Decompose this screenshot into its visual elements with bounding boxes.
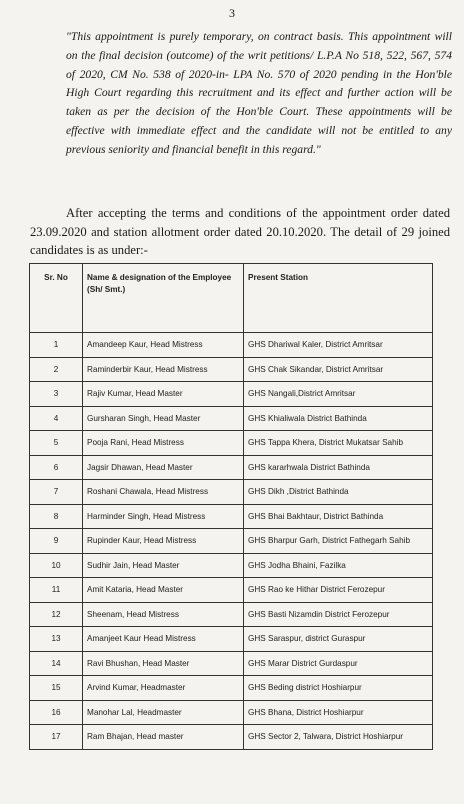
cell-present-station: GHS Khialiwala District Bathinda <box>244 406 433 431</box>
table-header-row <box>30 264 433 333</box>
table-row <box>30 651 433 676</box>
cell-name-designation: Sheenam, Head Mistress <box>83 602 244 627</box>
cell-sr-no: 15 <box>30 676 83 701</box>
header-name-designation: Name & designation of the Employee (Sh/ Smt.) <box>83 264 244 333</box>
table-row <box>30 455 433 480</box>
cell-sr-no: 7 <box>30 480 83 505</box>
header-present-station: Present Station <box>244 264 433 333</box>
cell-sr-no: 6 <box>30 455 83 480</box>
cell-sr-no: 14 <box>30 651 83 676</box>
cell-present-station: GHS Marar District Gurdaspur <box>244 651 433 676</box>
table-row <box>30 406 433 431</box>
cell-present-station: GHS Bhai Bakhtaur, District Bathinda <box>244 504 433 529</box>
cell-name-designation: Jagsir Dhawan, Head Master <box>83 455 244 480</box>
table-row <box>30 480 433 505</box>
cell-present-station: GHS Basti Nizamdin District Ferozepur <box>244 602 433 627</box>
page-number: 3 <box>229 6 235 20</box>
cell-present-station: GHS Bharpur Garh, District Fathegarh Sahib <box>244 529 433 554</box>
table-row <box>30 504 433 529</box>
cell-sr-no: 13 <box>30 627 83 652</box>
cell-name-designation: Manohar Lal, Headmaster <box>83 700 244 725</box>
cell-sr-no: 3 <box>30 382 83 407</box>
table-body <box>30 333 433 750</box>
cell-present-station: GHS Rao ke Hithar District Ferozepur <box>244 578 433 603</box>
appointment-conditions-quote <box>66 28 452 160</box>
table-row <box>30 676 433 701</box>
cell-name-designation: Gursharan Singh, Head Master <box>83 406 244 431</box>
table-row <box>30 725 433 750</box>
cell-name-designation: Amit Kataria, Head Master <box>83 578 244 603</box>
table-row <box>30 357 433 382</box>
cell-sr-no: 11 <box>30 578 83 603</box>
cell-present-station: GHS Chak Sikandar, District Amritsar <box>244 357 433 382</box>
table-row <box>30 700 433 725</box>
cell-sr-no: 1 <box>30 333 83 358</box>
table-row <box>30 382 433 407</box>
cell-sr-no: 12 <box>30 602 83 627</box>
joined-candidates-table-container <box>29 263 433 750</box>
cell-name-designation: Ram Bhajan, Head master <box>83 725 244 750</box>
cell-present-station: GHS Dikh ,District Bathinda <box>244 480 433 505</box>
cell-name-designation: Rupinder Kaur, Head Mistress <box>83 529 244 554</box>
cell-name-designation: Raminderbir Kaur, Head Mistress <box>83 357 244 382</box>
cell-present-station: GHS kararhwala District Bathinda <box>244 455 433 480</box>
table-row <box>30 431 433 456</box>
cell-sr-no: 5 <box>30 431 83 456</box>
cell-present-station: GHS Sector 2, Talwara, District Hoshiarpur <box>244 725 433 750</box>
cell-name-designation: Roshani Chawala, Head Mistress <box>83 480 244 505</box>
cell-sr-no: 9 <box>30 529 83 554</box>
cell-sr-no: 8 <box>30 504 83 529</box>
cell-sr-no: 10 <box>30 553 83 578</box>
cell-sr-no: 4 <box>30 406 83 431</box>
quote-text: "This appointment is purely temporary, on contract basis. This appointment will on the final decision (outcome) of the writ petitions/ L.P.A No 518, 522, 567, 574 of 2020, CM No. 538 of 2020-in- LPA No. 570 of 2020 pending in the Hon'ble High Court regarding this recruitment and its effect and further action will be taken as per the decision of the Hon'ble Court. These appointments will be effective with immediate effect and the candidate will not be entitled to any previous seniority and financial benefit in this regard." <box>66 30 452 156</box>
cell-sr-no: 2 <box>30 357 83 382</box>
cell-present-station: GHS Beding district Hoshiarpur <box>244 676 433 701</box>
cell-present-station: GHS Tappa Khera, District Mukatsar Sahib <box>244 431 433 456</box>
cell-name-designation: Sudhir Jain, Head Master <box>83 553 244 578</box>
cell-sr-no: 17 <box>30 725 83 750</box>
table-row <box>30 529 433 554</box>
cell-name-designation: Amandeep Kaur, Head Mistress <box>83 333 244 358</box>
table-row <box>30 578 433 603</box>
cell-name-designation: Amanjeet Kaur Head Mistress <box>83 627 244 652</box>
cell-present-station: GHS Dhariwal Kaler, District Amritsar <box>244 333 433 358</box>
cell-sr-no: 16 <box>30 700 83 725</box>
header-sr-no: Sr. No <box>30 264 83 333</box>
cell-name-designation: Rajiv Kumar, Head Master <box>83 382 244 407</box>
cell-present-station: GHS Bhana, District Hoshiarpur <box>244 700 433 725</box>
cell-name-designation: Arvind Kumar, Headmaster <box>83 676 244 701</box>
intro-text: After accepting the terms and conditions of the appointment order dated 23.09.2020 and station allotment order dated 20.10.2020. The detail of 29 joined candidates is as under:- <box>30 206 450 258</box>
table-row <box>30 602 433 627</box>
cell-name-designation: Pooja Rani, Head Mistress <box>83 431 244 456</box>
cell-present-station: GHS Nangali,District Amritsar <box>244 382 433 407</box>
table-row <box>30 627 433 652</box>
table-row <box>30 553 433 578</box>
joined-candidates-table <box>29 263 433 750</box>
cell-present-station: GHS Saraspur, district Guraspur <box>244 627 433 652</box>
cell-name-designation: Harminder Singh, Head Mistress <box>83 504 244 529</box>
intro-paragraph <box>30 204 450 260</box>
cell-present-station: GHS Jodha Bhaini, Fazilka <box>244 553 433 578</box>
cell-name-designation: Ravi Bhushan, Head Master <box>83 651 244 676</box>
table-row <box>30 333 433 358</box>
